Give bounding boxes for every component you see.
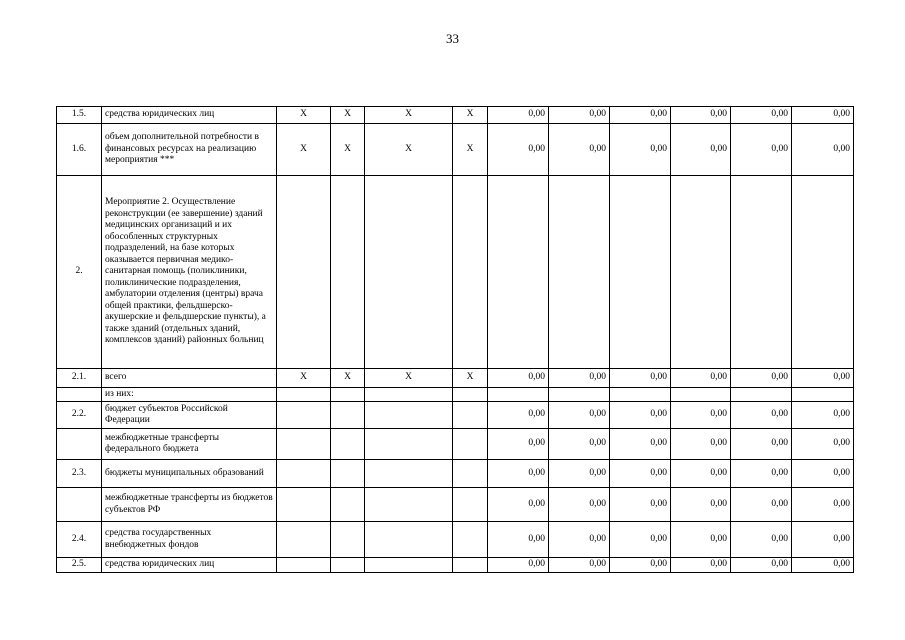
cell: [453, 558, 488, 573]
row-number: 2.4.: [57, 522, 102, 558]
cell: 0,00: [671, 402, 731, 429]
row-number: 2.5.: [57, 558, 102, 573]
cell: 0,00: [671, 558, 731, 573]
cell: [671, 176, 731, 369]
table-row: [57, 176, 854, 369]
cell: [453, 402, 488, 429]
cell: 0,00: [671, 124, 731, 176]
row-number: 2.: [57, 176, 102, 369]
cell: 0,00: [610, 369, 671, 388]
cell: 0,00: [731, 460, 792, 488]
cell: [731, 388, 792, 402]
cell: 0,00: [610, 124, 671, 176]
cell: X: [453, 124, 488, 176]
row-number: [57, 388, 102, 402]
cell: [277, 460, 331, 488]
cell: X: [365, 369, 453, 388]
table-row: [57, 124, 854, 176]
cell: [365, 460, 453, 488]
cell: [277, 522, 331, 558]
cell: 0,00: [792, 558, 854, 573]
row-name: бюджет субъектов Российской Федерации: [102, 402, 277, 429]
page-number: 33: [446, 31, 459, 46]
cell: [671, 388, 731, 402]
cell: [277, 429, 331, 460]
cell: 0,00: [549, 558, 610, 573]
row-name: объем дополнительной потребности в финансовых ресурсах на реализацию мероприятия ***: [102, 124, 277, 176]
cell: 0,00: [792, 402, 854, 429]
cell: [365, 402, 453, 429]
row-name: межбюджетные трансферты федерального бюджета: [102, 429, 277, 460]
cell: 0,00: [488, 460, 549, 488]
table-row: [57, 429, 854, 460]
row-number: [57, 488, 102, 522]
cell: 0,00: [671, 460, 731, 488]
table-row: [57, 558, 854, 573]
cell: X: [453, 107, 488, 124]
cell: X: [331, 124, 365, 176]
table-row: [57, 369, 854, 388]
cell: 0,00: [792, 107, 854, 124]
cell: 0,00: [610, 522, 671, 558]
cell: [365, 522, 453, 558]
cell: 0,00: [488, 429, 549, 460]
cell: 0,00: [731, 558, 792, 573]
cell: 0,00: [731, 429, 792, 460]
cell: 0,00: [488, 522, 549, 558]
cell: 0,00: [792, 522, 854, 558]
cell: [331, 176, 365, 369]
row-number: 1.6.: [57, 124, 102, 176]
cell: 0,00: [671, 107, 731, 124]
cell: 0,00: [549, 488, 610, 522]
cell: 0,00: [488, 369, 549, 388]
cell: [731, 176, 792, 369]
cell: [331, 558, 365, 573]
cell: 0,00: [792, 488, 854, 522]
cell: [610, 388, 671, 402]
table-row: [57, 388, 854, 402]
row-number: [57, 429, 102, 460]
cell: 0,00: [549, 107, 610, 124]
cell: [277, 176, 331, 369]
cell: [453, 488, 488, 522]
cell: 0,00: [671, 522, 731, 558]
cell: 0,00: [549, 124, 610, 176]
row-number: 1.5.: [57, 107, 102, 124]
cell: 0,00: [610, 429, 671, 460]
cell: 0,00: [610, 402, 671, 429]
cell: 0,00: [610, 488, 671, 522]
row-name: межбюджетные трансферты из бюджетов субъектов РФ: [102, 488, 277, 522]
cell: 0,00: [671, 488, 731, 522]
row-name: средства государственных внебюджетных фондов: [102, 522, 277, 558]
cell: [365, 429, 453, 460]
cell: [549, 388, 610, 402]
cell: 0,00: [488, 402, 549, 429]
cell: [331, 522, 365, 558]
cell: X: [453, 369, 488, 388]
cell: 0,00: [610, 460, 671, 488]
cell: [331, 429, 365, 460]
cell: [792, 388, 854, 402]
cell: 0,00: [549, 522, 610, 558]
cell: 0,00: [731, 488, 792, 522]
budget-table: [56, 106, 854, 573]
cell: 0,00: [792, 429, 854, 460]
row-name: Мероприятие 2. Осуществление реконструкции (ее завершение) зданий медицинских организаций и их обособленных структурных подразделений, на базе которых оказывается первичная медико-санитарная помощь (поликлиники, поликлинические подразделения, амбулатории отделения (центры) врача общей практики, фельдшерско-акушерские и фельдшерские пункты), а также зданий (отдельных зданий, комплексов зданий) районных больниц: [102, 176, 277, 369]
cell: [331, 402, 365, 429]
cell: [453, 176, 488, 369]
cell: 0,00: [792, 460, 854, 488]
row-number: 2.1.: [57, 369, 102, 388]
cell: 0,00: [731, 369, 792, 388]
cell: 0,00: [671, 429, 731, 460]
cell: 0,00: [731, 124, 792, 176]
cell: X: [277, 369, 331, 388]
cell: [331, 388, 365, 402]
row-number: 2.2.: [57, 402, 102, 429]
cell: X: [331, 369, 365, 388]
cell: [488, 388, 549, 402]
table-row: [57, 107, 854, 124]
cell: 0,00: [549, 369, 610, 388]
cell: X: [365, 124, 453, 176]
cell: [277, 402, 331, 429]
table-row: [57, 488, 854, 522]
cell: [365, 388, 453, 402]
cell: [453, 522, 488, 558]
cell: 0,00: [549, 402, 610, 429]
cell: 0,00: [792, 124, 854, 176]
cell: X: [277, 107, 331, 124]
table-row: [57, 522, 854, 558]
row-name: средства юридических лиц: [102, 107, 277, 124]
cell: [488, 176, 549, 369]
cell: 0,00: [610, 558, 671, 573]
cell: 0,00: [488, 124, 549, 176]
cell: [277, 558, 331, 573]
cell: [365, 558, 453, 573]
cell: 0,00: [549, 460, 610, 488]
cell: [331, 460, 365, 488]
cell: 0,00: [792, 369, 854, 388]
cell: [365, 488, 453, 522]
cell: X: [331, 107, 365, 124]
cell: X: [277, 124, 331, 176]
cell: [453, 388, 488, 402]
cell: X: [365, 107, 453, 124]
cell: 0,00: [488, 558, 549, 573]
cell: 0,00: [731, 402, 792, 429]
cell: [331, 488, 365, 522]
cell: 0,00: [671, 369, 731, 388]
cell: [277, 488, 331, 522]
row-number: 2.3.: [57, 460, 102, 488]
table-row: [57, 460, 854, 488]
cell: 0,00: [731, 107, 792, 124]
cell: 0,00: [488, 488, 549, 522]
cell: [549, 176, 610, 369]
row-name: бюджеты муниципальных образований: [102, 460, 277, 488]
cell: [365, 176, 453, 369]
cell: [610, 176, 671, 369]
cell: [277, 388, 331, 402]
cell: [453, 429, 488, 460]
row-name: из них:: [102, 388, 277, 402]
table-row: [57, 402, 854, 429]
cell: 0,00: [610, 107, 671, 124]
cell: 0,00: [731, 522, 792, 558]
cell: 0,00: [488, 107, 549, 124]
row-name: всего: [102, 369, 277, 388]
cell: 0,00: [549, 429, 610, 460]
row-name: средства юридических лиц: [102, 558, 277, 573]
cell: [792, 176, 854, 369]
cell: [453, 460, 488, 488]
